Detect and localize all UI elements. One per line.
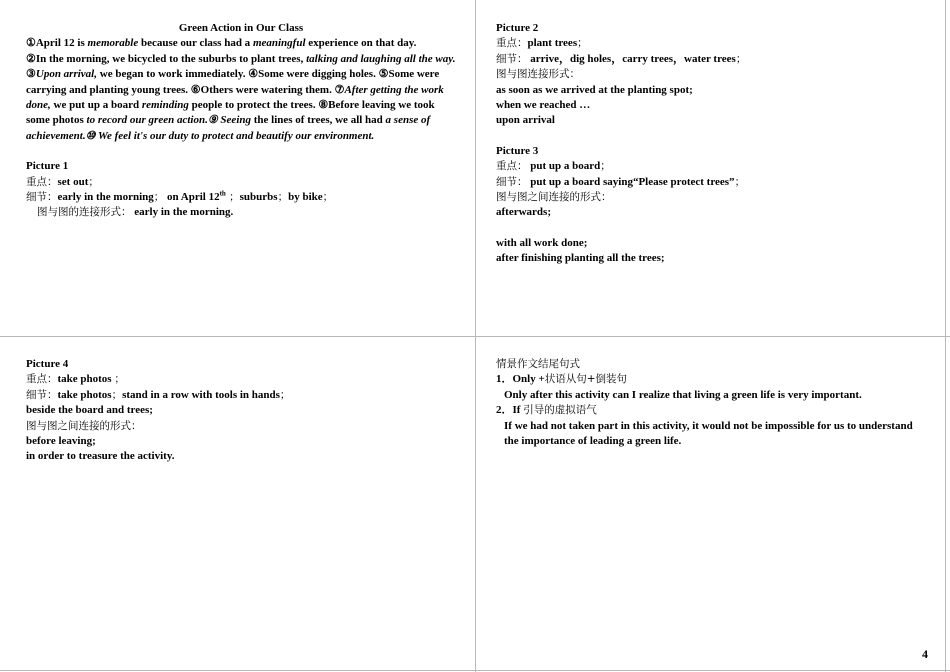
picture-1-link: 图与图的连接形式： early in the morning. — [37, 206, 234, 219]
picture-3-key: 重点： put up a board； — [496, 160, 611, 173]
sentence-3b: Upon arrival, — [35, 68, 97, 81]
bottom-border — [0, 670, 950, 671]
picture-2-link-3: upon arrival — [496, 114, 555, 127]
picture-4-label: Picture 4 — [26, 358, 69, 370]
picture-1-key: 重点：set out； — [26, 175, 99, 188]
sentence-7e: people to protect the trees. ⑧Before leaving we took some photos — [26, 99, 435, 127]
picture-2-label: Picture 2 — [496, 22, 539, 34]
picture-1-label: Picture 1 — [26, 160, 69, 173]
picture-3-link-label: 图与图之间连接的形式： — [496, 191, 612, 204]
picture-3-label: Picture 3 — [496, 144, 539, 157]
ending-item-2-text: If we had not taken part in this activity, it would not be impossible for us to understand the importance of leading a green life. — [504, 419, 913, 448]
horizontal-divider — [0, 336, 950, 337]
sentence-7b: After getting the work done, — [26, 83, 444, 112]
sentence-1b: memorable — [87, 37, 139, 50]
picture-2-key: 重点：plant trees； — [496, 37, 588, 50]
slide-picture-4 — [26, 357, 456, 465]
ending-item-1-text: Only after this activity can I realize that living a green life is very important. — [504, 388, 862, 401]
ending-item-2-title: 2．If 引导的虚拟语气 — [496, 404, 597, 417]
picture-4-link-1: before leaving; — [26, 435, 96, 448]
sentence-1e: experience on that day. — [305, 37, 417, 50]
sentence-7d: reminding — [141, 99, 189, 112]
sentence-9c: a sense of achievement.⑩ We feel it's our duty to protect and beautify our environment. — [26, 114, 431, 142]
sentence-1d: meaningful — [252, 37, 306, 50]
picture-4-link-2: in order to treasure the activity. — [26, 450, 175, 463]
ending-item-1-title: 1．Only +状语从句+倒装句 — [496, 373, 628, 386]
page-number: 4 — [922, 647, 928, 661]
picture-1-detail: 细节：early in the morning； on April 12th ；suburbs；by bike； — [26, 189, 334, 204]
picture-4-detail: 细节：take photos；stand in a row with tools in hands； — [26, 388, 291, 401]
sentence-7c: we put up a board — [50, 99, 142, 112]
sentence-2b: talking and laughing all the way. — [306, 52, 456, 65]
sentence-1c: because our class had a — [138, 37, 253, 50]
sentence-8b: to record our green action.⑨ Seeing — [86, 114, 251, 127]
slide-green-action — [26, 21, 456, 221]
sentence-3c: we began to work immediately. ④Some were digging holes. ⑤Some were carrying and planting young trees. ⑥Others were watering them. ⑦ — [26, 68, 440, 96]
picture-4-key: 重点：take photos ； — [26, 373, 125, 386]
sentence-9b: the lines of trees, we all had — [251, 114, 386, 127]
picture-4-line-1: beside the board and trees; — [26, 404, 153, 417]
picture-3-detail: 细节： put up a board saying“Please protect trees”； — [496, 175, 746, 188]
sentence-3a: ③ — [26, 68, 36, 81]
picture-3-link-1: afterwards; — [496, 206, 551, 219]
passage-body — [26, 36, 456, 144]
picture-3-link-3: after finishing planting all the trees; — [496, 252, 665, 265]
slide-pictures-2-3 — [496, 21, 926, 267]
ending-heading: 情景作文结尾句式 — [496, 358, 580, 370]
picture-2-link-label: 图与图连接形式： — [496, 68, 580, 81]
picture-2-link-1: as soon as we arrived at the planting spot; — [496, 83, 693, 96]
slide-ending-sentences — [496, 357, 926, 449]
right-border — [945, 0, 946, 672]
picture-2-link-2: when we reached … — [496, 99, 591, 112]
sentence-2a: ②In the morning, we bicycled to the suburbs to plant trees, — [26, 52, 307, 65]
sentence-1a: ①April 12 is — [26, 37, 88, 50]
passage-title: Green Action in Our Class — [178, 22, 304, 34]
picture-4-link-label: 图与图之间连接的形式： — [26, 419, 142, 432]
picture-2-detail: 细节： arrive，dig holes，carry trees，water trees； — [496, 52, 747, 65]
picture-3-link-2: with all work done; — [496, 236, 588, 249]
